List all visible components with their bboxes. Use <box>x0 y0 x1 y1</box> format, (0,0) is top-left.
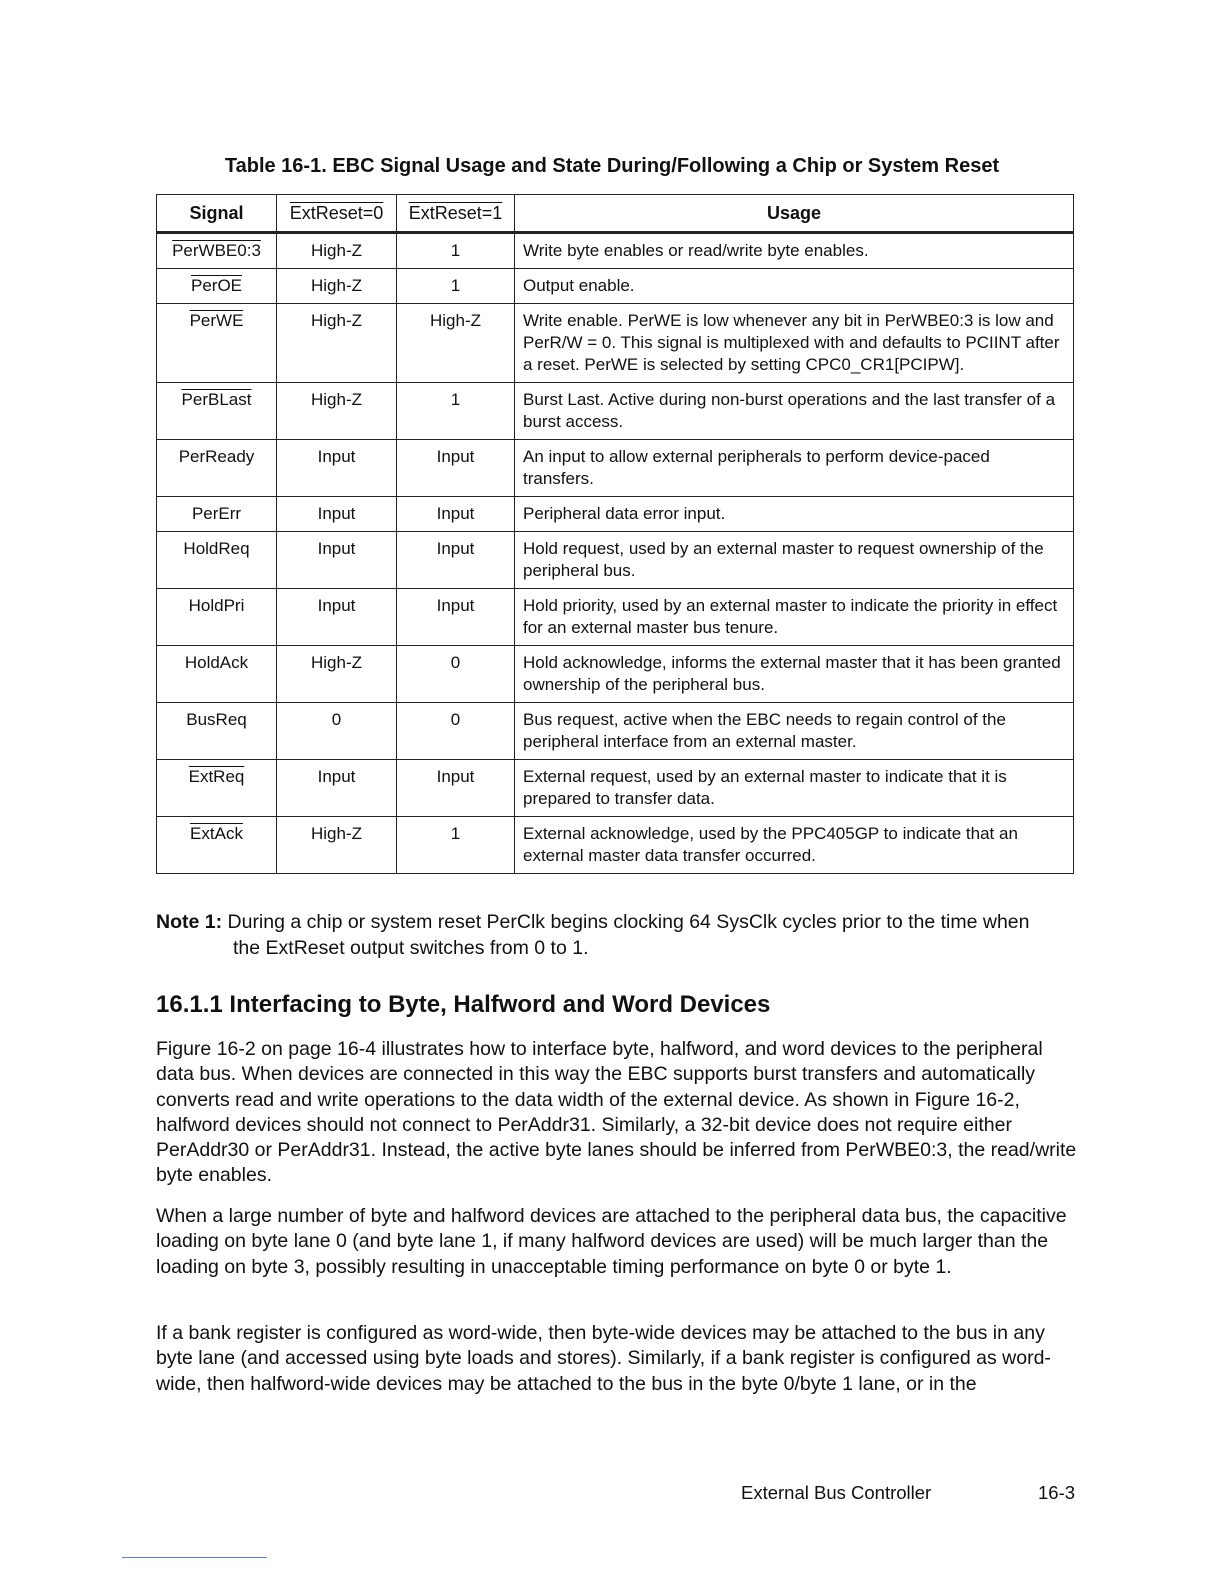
extreset1-cell: 0 <box>397 703 515 760</box>
extreset1-cell: High-Z <box>397 304 515 383</box>
usage-cell: Bus request, active when the EBC needs to regain control of the peripheral interface from an external master. <box>515 703 1074 760</box>
signal-cell: PerOE <box>157 269 277 304</box>
usage-cell: Write enable. PerWE is low whenever any bit in PerWBE0:3 is low and PerR/W = 0. This signal is multiplexed with and defaults to PCIINT after a reset. PerWE is selected by setting CPC0_CR1[PCIPW]. <box>515 304 1074 383</box>
extreset0-cell: Input <box>277 440 397 497</box>
body-paragraph: Figure 16-2 on page 16-4 illustrates how to interface byte, halfword, and word devices to the peripheral data bus. When devices are connected in this way the EBC supports burst transfers and automatically converts read and write operations to the data width of the external device. As shown in Figure 16-2, halfword devices should not connect to PerAddr31. Similarly, a 32-bit device does not require either PerAddr30 or PerAddr31. Instead, the active byte lanes should be inferred from PerWBE0:3, the read/write byte enables. <box>156 1038 1077 1187</box>
table-row <box>157 532 1074 589</box>
extreset1-cell: Input <box>397 532 515 589</box>
extreset1-cell: Input <box>397 760 515 817</box>
usage-cell: An input to allow external peripherals to perform device-paced transfers. <box>515 440 1074 497</box>
table-row <box>157 383 1074 440</box>
table-row <box>157 233 1074 269</box>
signal-cell: PerWBE0:3 <box>157 233 277 269</box>
extreset1-cell: Input <box>397 497 515 532</box>
footer-rule <box>122 1557 267 1558</box>
usage-cell: Peripheral data error input. <box>515 497 1074 532</box>
header-signal: Signal <box>157 195 277 233</box>
note-block <box>156 909 1086 961</box>
table-caption: Table 16-1. EBC Signal Usage and State During/Following a Chip or System Reset <box>224 155 1000 177</box>
extreset1-cell: Input <box>397 589 515 646</box>
table-row <box>157 760 1074 817</box>
footer-page-number: 16-3 <box>1038 1482 1076 1503</box>
signal-cell: PerReady <box>157 440 277 497</box>
header-extreset-0: ExtReset=0 <box>277 195 397 233</box>
signal-cell: HoldReq <box>157 532 277 589</box>
extreset0-cell: Input <box>277 497 397 532</box>
usage-cell: Output enable. <box>515 269 1074 304</box>
extreset1-cell: 1 <box>397 817 515 874</box>
signal-cell: PerErr <box>157 497 277 532</box>
extreset1-cell: 0 <box>397 646 515 703</box>
extreset0-cell: High-Z <box>277 233 397 269</box>
extreset0-cell: Input <box>277 589 397 646</box>
table-row <box>157 817 1074 874</box>
signal-cell: PerBLast <box>157 383 277 440</box>
table-row <box>157 497 1074 532</box>
section-heading: 16.1.1 Interfacing to Byte, Halfword and Word Devices <box>156 991 771 1018</box>
usage-cell: External request, used by an external master to indicate that it is prepared to transfer data. <box>515 760 1074 817</box>
usage-cell: Hold acknowledge, informs the external master that it has been granted ownership of the peripheral bus. <box>515 646 1074 703</box>
footer-chapter-title: External Bus Controller <box>741 1482 932 1503</box>
note-line-1: During a chip or system reset PerClk begins clocking 64 SysClk cycles prior to the time when <box>227 911 1030 933</box>
extreset1-cell: 1 <box>397 269 515 304</box>
extreset0-cell: Input <box>277 532 397 589</box>
extreset0-cell: High-Z <box>277 817 397 874</box>
signal-table <box>156 194 1074 874</box>
extreset0-cell: Input <box>277 760 397 817</box>
extreset0-cell: High-Z <box>277 269 397 304</box>
signal-cell: BusReq <box>157 703 277 760</box>
usage-cell: Hold priority, used by an external master to indicate the priority in effect for an external master bus tenure. <box>515 589 1074 646</box>
extreset0-cell: High-Z <box>277 383 397 440</box>
header-extreset-1: ExtReset=1 <box>397 195 515 233</box>
note-label: Note 1: <box>156 911 223 933</box>
extreset1-cell: Input <box>397 440 515 497</box>
usage-cell: External acknowledge, used by the PPC405GP to indicate that an external master data transfer occurred. <box>515 817 1074 874</box>
table-row <box>157 440 1074 497</box>
table-row <box>157 646 1074 703</box>
signal-cell: HoldAck <box>157 646 277 703</box>
note-line-2: the ExtReset output switches from 0 to 1. <box>233 937 589 959</box>
body-paragraph: When a large number of byte and halfword devices are attached to the peripheral data bus, the capacitive loading on byte lane 0 (and byte lane 1, if many halfword devices are used) will be much larger than the loading on byte 3, possibly resulting in unacceptable timing performance on byte 0 or byte 1. <box>156 1205 1067 1278</box>
extreset1-cell: 1 <box>397 383 515 440</box>
extreset0-cell: High-Z <box>277 304 397 383</box>
body-paragraph: If a bank register is configured as word-wide, then byte-wide devices may be attached to the bus in any byte lane (and accessed using byte loads and stores). Similarly, if a bank register is configured as word-wide, then halfword-wide devices may be attached to the bus in the byte 0/byte 1 lane, or in the <box>156 1322 1051 1395</box>
table-row <box>157 304 1074 383</box>
signal-cell: PerWE <box>157 304 277 383</box>
table-header-row <box>157 195 1074 233</box>
usage-cell: Write byte enables or read/write byte enables. <box>515 233 1074 269</box>
table-row <box>157 589 1074 646</box>
table-row <box>157 269 1074 304</box>
table-row <box>157 703 1074 760</box>
usage-cell: Burst Last. Active during non-burst operations and the last transfer of a burst access. <box>515 383 1074 440</box>
extreset0-cell: 0 <box>277 703 397 760</box>
signal-cell: ExtAck <box>157 817 277 874</box>
header-usage: Usage <box>515 195 1074 233</box>
signal-cell: ExtReq <box>157 760 277 817</box>
usage-cell: Hold request, used by an external master to request ownership of the peripheral bus. <box>515 532 1074 589</box>
extreset0-cell: High-Z <box>277 646 397 703</box>
extreset1-cell: 1 <box>397 233 515 269</box>
signal-cell: HoldPri <box>157 589 277 646</box>
